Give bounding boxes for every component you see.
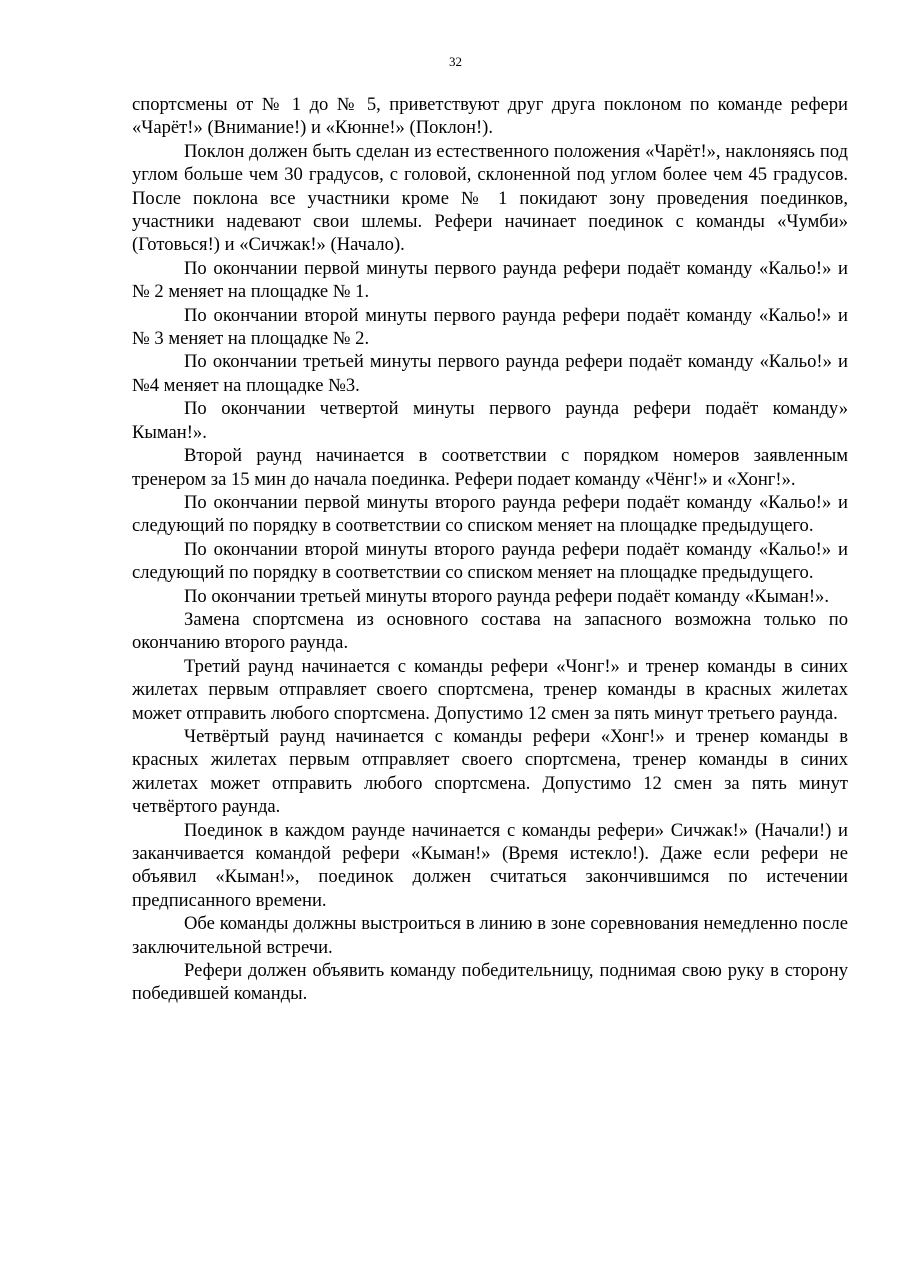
paragraph-6: По окончании четвертой минуты первого раунда рефери подаёт команду» Кыман!». xyxy=(132,398,848,443)
body-text xyxy=(132,93,848,1006)
paragraph-2: Поклон должен быть сделан из естественного положения «Чарёт!», наклоняясь под углом больше чем 30 градусов, с головой, склоненной под углом более чем 45 градусов. После поклона все участники кроме № 1 покидают зону проведения поединков, участники надевают свои шлемы. Рефери начинает поединок с команды «Чумби» (Готовься!) и «Сичжак!» (Начало). xyxy=(132,140,848,256)
paragraph-9: По окончании второй минуты второго раунда рефери подаёт команду «Кальо!» и следующий по порядку в соответствии со списком меняет на площадке предыдущего. xyxy=(132,538,848,584)
paragraph-15: Обе команды должны выстроиться в линию в зоне соревнования немедленно после заключительной встречи. xyxy=(132,913,848,958)
paragraph-12: Третий раунд начинается с команды рефери «Чонг!» и тренер команды в синих жилетах первым отправляет своего спортсмена, тренер команды в красных жилетах может отправить любого спортсмена. Допустимо 12 смен за пять минут третьего раунда. xyxy=(132,655,848,724)
page-number: 32 xyxy=(449,54,462,69)
paragraph-4: По окончании второй минуты первого раунда рефери подаёт команду «Кальо!» и № 3 меняет на площадке № 2. xyxy=(132,304,848,350)
paragraph-13: Четвёртый раунд начинается с команды рефери «Хонг!» и тренер команды в красных жилетах первым отправляет своего спортсмена, тренер команды в синих жилетах может отправить любого спортсмена. Допустимо 12 смен за пять минут четвёртого раунда. xyxy=(132,725,848,818)
paragraph-5: По окончании третьей минуты первого раунда рефери подаёт команду «Кальо!» и №4 меняет на площадке №3. xyxy=(132,351,848,396)
paragraph-7: Второй раунд начинается в соответствии с порядком номеров заявленным тренером за 15 мин до начала поединка. Рефери подает команду «Чёнг!» и «Хонг!». xyxy=(132,445,848,490)
paragraph-16: Рефери должен объявить команду победительницу, поднимая свою руку в сторону победившей команды. xyxy=(132,960,848,1005)
paragraph-8: По окончании первой минуты второго раунда рефери подаёт команду «Кальо!» и следующий по порядку в соответствии со списком меняет на площадке предыдущего. xyxy=(132,491,848,537)
paragraph-14: Поединок в каждом раунде начинается с команды рефери» Сичжак!» (Начали!) и заканчивается командой рефери «Кыман!» (Время истекло!). Даже если рефери не объявил «Кыман!», поединок должен считаться закончившимся по истечении предписанного времени. xyxy=(132,819,848,911)
paragraph-3: По окончании первой минуты первого раунда рефери подаёт команду «Кальо!» и № 2 меняет на площадке № 1. xyxy=(132,257,848,303)
paragraph-10: По окончании третьей минуты второго раунда рефери подаёт команду «Кыман!». xyxy=(184,585,829,607)
paragraph-1: спортсмены от № 1 до № 5, приветствуют друг друга поклоном по команде рефери «Чарёт!» (Внимание!) и «Кюнне!» (Поклон!). xyxy=(132,94,848,139)
paragraph-11: Замена спортсмена из основного состава на запасного возможна только по окончанию второго раунда. xyxy=(132,608,848,654)
